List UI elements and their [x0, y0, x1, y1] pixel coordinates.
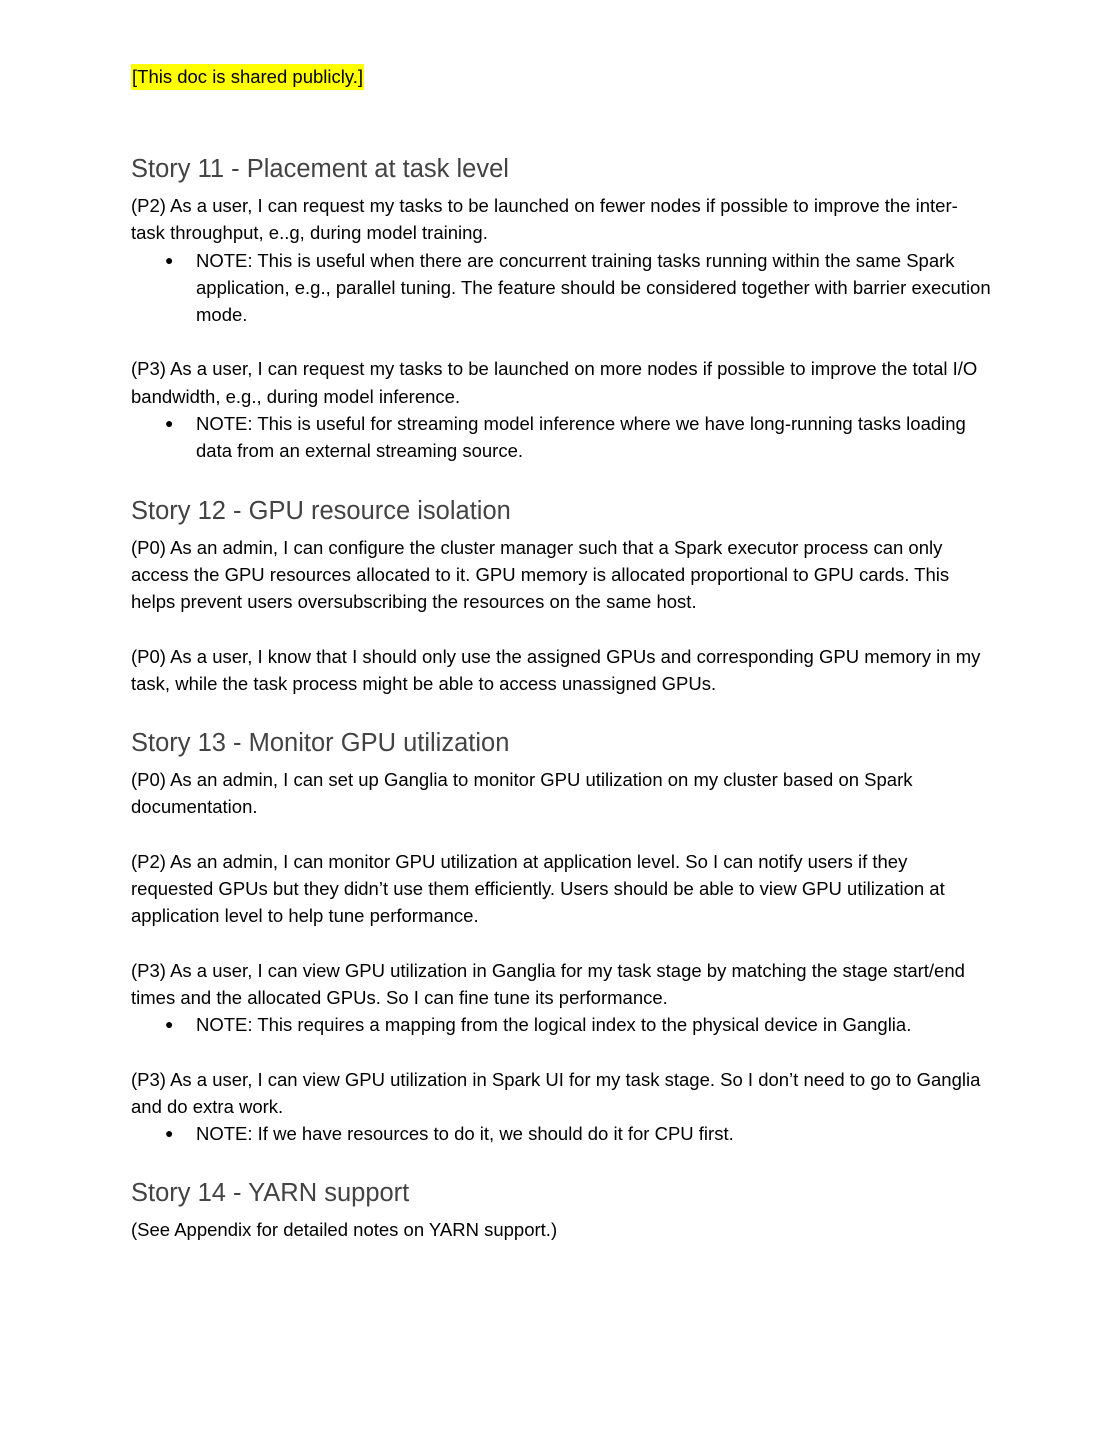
- story-paragraph: (See Appendix for detailed notes on YARN support.): [131, 1219, 558, 1241]
- note-text: NOTE: This is useful for streaming model inference where we have long-running tasks loading data from an external streaming source.: [196, 413, 966, 462]
- section-heading: Story 13 - Monitor GPU utilization: [131, 729, 510, 758]
- story-paragraph: (P3) As a user, I can request my tasks to be launched on more nodes if possible to improve the total I/O bandwidth, e.g., during model inference.: [131, 358, 978, 407]
- note-item: [131, 247, 991, 329]
- section-story-13: [131, 726, 991, 1147]
- story-paragraph: (P0) As an admin, I can set up Ganglia to monitor GPU utilization on my cluster based on Spark documentation.: [131, 769, 913, 818]
- note-list: [131, 247, 991, 329]
- note-item: [131, 1120, 991, 1147]
- note-item: [131, 410, 991, 465]
- section-heading: Story 12 - GPU resource isolation: [131, 496, 511, 525]
- note-item: [131, 1011, 991, 1038]
- bullet-icon: ●: [165, 1125, 174, 1142]
- section-story-12: [131, 494, 991, 697]
- bullet-icon: ●: [165, 251, 174, 268]
- note-text: NOTE: This is useful when there are concurrent training tasks running within the same Spark application, e.g., parallel tuning. The feature should be considered together with barrier execution mode.: [196, 249, 991, 326]
- story-paragraph: (P0) As an admin, I can configure the cluster manager such that a Spark executor process can only access the GPU resources allocated to it. GPU memory is allocated proportional to GPU cards. This helps prevent users oversubscribing the resources on the same host.: [131, 536, 950, 613]
- story-paragraph: (P2) As a user, I can request my tasks to be launched on fewer nodes if possible to improve the inter-task throughput, e..g, during model training.: [131, 195, 958, 244]
- story-paragraph: (P0) As a user, I know that I should only use the assigned GPUs and corresponding GPU memory in my task, while the task process might be able to access unassigned GPUs.: [131, 645, 981, 694]
- document-page: [131, 64, 991, 1244]
- note-list: [131, 1011, 991, 1038]
- note-list: [131, 1120, 991, 1147]
- story-paragraph: (P3) As a user, I can view GPU utilization in Ganglia for my task stage by matching the stage start/end times and the allocated GPUs. So I can fine tune its performance.: [131, 959, 965, 1008]
- bullet-icon: ●: [165, 1016, 174, 1033]
- public-share-notice: [This doc is shared publicly.]: [131, 64, 364, 90]
- note-list: [131, 410, 991, 465]
- section-story-11: [131, 152, 991, 465]
- section-heading: Story 14 - YARN support: [131, 1179, 410, 1208]
- note-text: NOTE: This requires a mapping from the logical index to the physical device in Ganglia.: [196, 1014, 912, 1036]
- section-heading: Story 11 - Placement at task level: [131, 155, 509, 183]
- bullet-icon: ●: [165, 415, 174, 432]
- note-text: NOTE: If we have resources to do it, we should do it for CPU first.: [196, 1123, 734, 1145]
- story-paragraph: (P3) As a user, I can view GPU utilization in Spark UI for my task stage. So I don’t need to go to Ganglia and do extra work.: [131, 1068, 981, 1117]
- story-paragraph: (P2) As an admin, I can monitor GPU utilization at application level. So I can notify users if they requested GPUs but they didn’t use them efficiently. Users should be able to view GPU utilization at application level to help tune performance.: [131, 850, 945, 927]
- section-story-14: [131, 1176, 991, 1243]
